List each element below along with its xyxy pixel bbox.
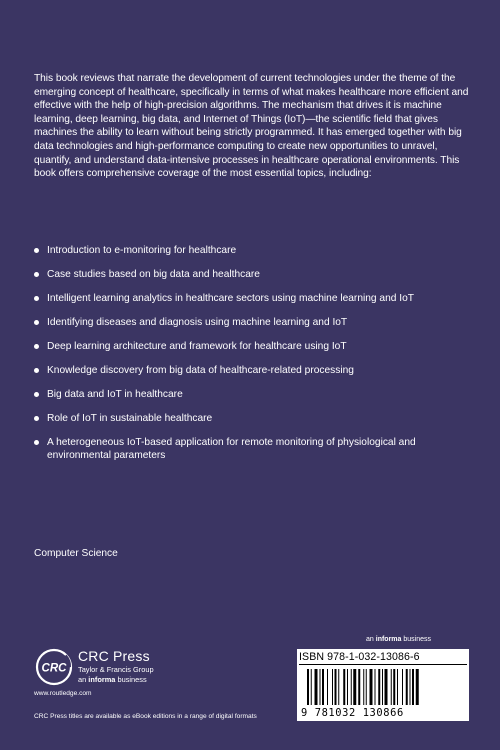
list-item: Role of IoT in sustainable healthcare: [34, 412, 474, 425]
crc-press-logo-icon: [34, 647, 74, 687]
list-item: Knowledge discovery from big data of healthcare-related processing: [34, 364, 474, 377]
subject-category: Computer Science: [34, 548, 118, 559]
barcode-icon: [301, 669, 467, 707]
barcode-digits: 9 781032 130866: [301, 707, 404, 719]
publisher-name: CRC Press: [78, 648, 150, 664]
topic-list: [34, 244, 474, 473]
publisher-website: www.routledge.com: [34, 690, 92, 697]
bullet-icon: [34, 440, 39, 445]
bullet-icon: [34, 272, 39, 277]
ebook-note: CRC Press titles are available as eBook editions in a range of digital formats: [34, 713, 257, 720]
bullet-icon: [34, 248, 39, 253]
publisher-business-tag: an informa business: [78, 675, 147, 684]
bullet-icon: [34, 296, 39, 301]
svg-text:CRC: CRC: [41, 662, 67, 675]
list-item: Identifying diseases and diagnosis using machine learning and IoT: [34, 316, 474, 329]
bullet-icon: [34, 392, 39, 397]
isbn-label: ISBN 978-1-032-13086-6: [299, 651, 467, 665]
list-item: Introduction to e-monitoring for healthcare: [34, 244, 474, 257]
list-item: Big data and IoT in healthcare: [34, 388, 474, 401]
list-item: A heterogeneous IoT-based application for remote monitoring of physiological and environmental parameters: [34, 436, 474, 463]
bullet-icon: [34, 344, 39, 349]
bullet-icon: [34, 368, 39, 373]
list-item: Intelligent learning analytics in healthcare sectors using machine learning and IoT: [34, 292, 474, 305]
publisher-group: Taylor & Francis Group: [78, 665, 154, 674]
book-description: This book reviews that narrate the development of current technologies under the theme of the emerging concept of healthcare, specifically in terms of what makes healthcare more efficient and effective with the help of high-precision algorithms. The mechanism that drives it is machine learning, deep learning, big data, and Internet of Things (IoT)—the scientific field that gives machines the ability to learn without being strictly programmed. It has emerged together with big data technologies and high-performance computing to create new opportunities to unravel, quantify, and understand data-intensive processes in healthcare operational environments. This book offers comprehensive coverage of the most essential topics, including:: [34, 73, 469, 180]
list-item: Case studies based on big data and healthcare: [34, 268, 474, 281]
bullet-icon: [34, 416, 39, 421]
bullet-icon: [34, 320, 39, 325]
informa-business-tag: an informa business: [366, 636, 432, 643]
list-item: Deep learning architecture and framework for healthcare using IoT: [34, 340, 474, 353]
